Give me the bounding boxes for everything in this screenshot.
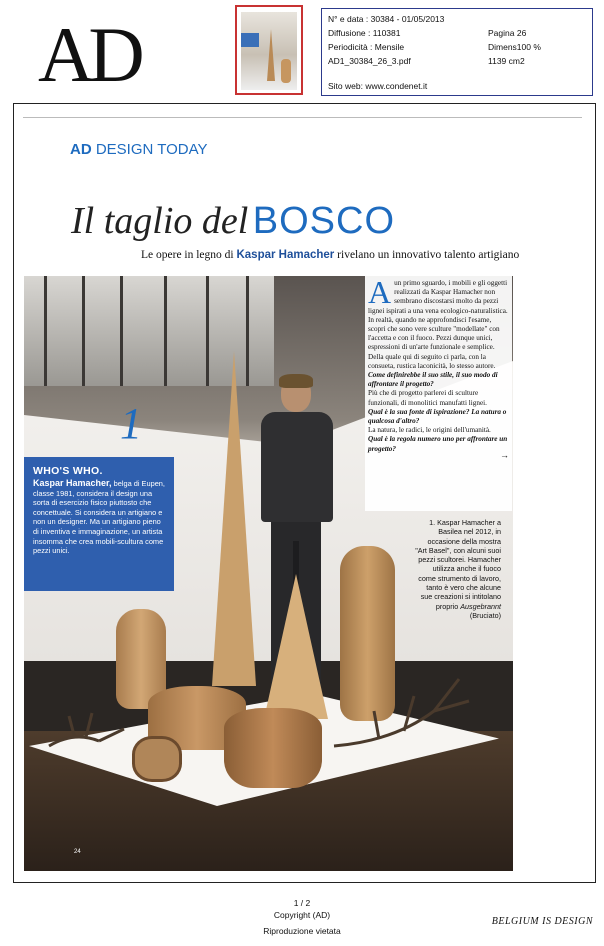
headline: [71, 199, 395, 243]
thumbnail-cone: [267, 29, 275, 81]
dimensione: Dimens100 %: [488, 42, 541, 52]
continue-arrow-icon: →: [500, 449, 509, 460]
whos-who-text: Kaspar Hamacher, belga di Eupen, classe 1981, considera il design una sorta di esercizio fisico piuttosto che concettuale. Si considera un artigiano e non un designer. Ma un artigiano pieno di inventiva e immaginazione, un artista insomma che crea mobili-scultura come pezzi unici.: [33, 478, 165, 556]
file-name: AD1_30384_26_3.pdf: [328, 56, 411, 66]
numero-data: N° e data : 30384 - 01/05/2013: [328, 14, 445, 24]
antler-left: [44, 701, 134, 761]
question-3: Qual è la regola numero uno per affrontare un progetto?: [368, 435, 508, 453]
short-wooden-cone: [264, 574, 328, 719]
whos-who-title: WHO'S WHO.: [33, 465, 103, 477]
diffusione: Diffusione : 110381: [328, 28, 401, 38]
question-1: Come definirebbe il suo stile, il suo modo di affrontare il progetto?: [368, 371, 498, 389]
magazine-page: [23, 115, 582, 875]
tall-wooden-cone: [212, 351, 256, 686]
dropcap: A: [368, 274, 392, 310]
periodicita: Periodicità : Mensile: [328, 42, 405, 52]
wooden-stool-front: [224, 708, 322, 788]
pagina: Pagina 26: [488, 28, 527, 38]
thumbnail-blue-box: [241, 33, 259, 47]
page-thumbnail[interactable]: [235, 5, 303, 95]
top-rule: [23, 117, 582, 118]
photo-caption: 1. Kaspar Hamacher a Basilea nel 2012, in occasione della mostra "Art Basel", con alcuni suoi pezzi scultorei. Hamacher utilizza anche il fuoco come strumento di lavoro, tanto è vero che alcune sue creazioni si intitolano proprio Ausgebrannt (Bruciato): [415, 518, 501, 620]
sito-web: Sito web: www.condenet.it: [328, 81, 428, 91]
footer-riproduzione: Riproduzione vietata: [263, 926, 341, 936]
wooden-log: [132, 736, 182, 782]
answer-2: La natura, le radici, le origini dell'umanità.: [368, 426, 491, 435]
intro-paragraph: un primo sguardo, i mobili e gli oggetti realizzati da Kaspar Hamacher non sembrano discostarsi molto da pezzi lignei ispirati a una vena ecologico-naturalistica. In realtà, quando ne approfondisci l'esame, scopri che sono vere sculture "modellate" con l'accetta e con il fuoco. Pezzi dunque unici, espressioni di un'arte funzionale e semplice. Della quale qui di seguito ci parla, con la consueta, rustica laconicità, lo stesso autore.: [368, 279, 508, 370]
footer-page: 1 / 2: [293, 898, 311, 908]
page-number: 24: [74, 849, 81, 855]
question-2: Qual è la sua fonte di ispirazione? La natura o qualcosa d'altro?: [368, 407, 507, 426]
headline-italic: Il taglio del: [71, 200, 249, 242]
section-header: AD DESIGN TODAY: [70, 141, 208, 158]
thumbnail-vase: [281, 59, 291, 83]
press-metadata-box: [321, 8, 593, 96]
footer-tag: BELGIUM IS DESIGN: [491, 916, 593, 927]
area: 1139 cm2: [488, 56, 525, 66]
article-body: [365, 276, 512, 511]
ad-logo: AD: [38, 11, 139, 98]
answer-1: Più che di progetto parlerei di sculture funzionali, di monolitici manufatti lignei.: [368, 389, 487, 407]
headline-caps: BOSCO: [252, 200, 396, 242]
antler-right: [324, 671, 474, 761]
footer-copyright: Copyright (AD): [273, 910, 331, 920]
deck: Le opere in legno di Kaspar Hamacher rivelano un innovativo talento artigiano: [141, 249, 520, 261]
photo-number: 1: [120, 399, 142, 448]
whos-who-box: [24, 457, 174, 591]
